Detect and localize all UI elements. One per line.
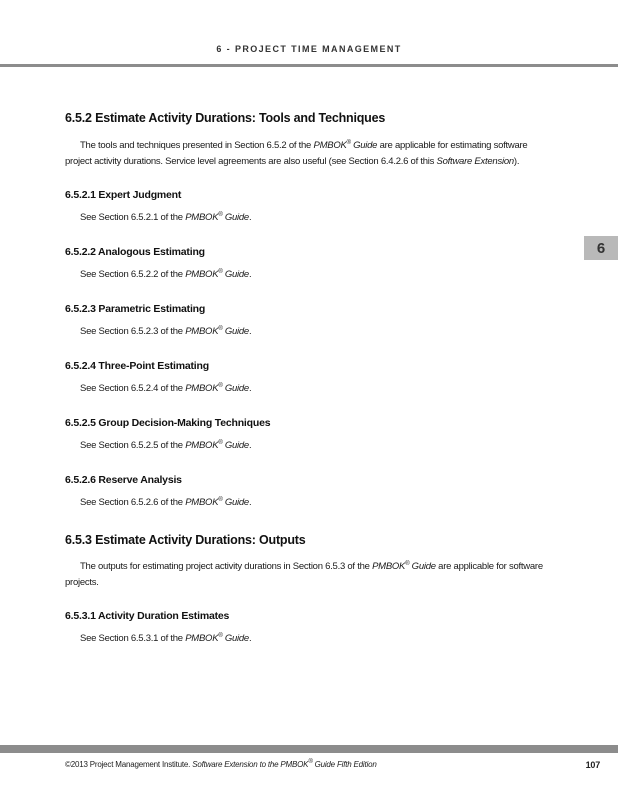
guide-word: Guide bbox=[222, 326, 249, 337]
paragraph-text: are applicable for software projects. bbox=[65, 561, 543, 588]
header-rule bbox=[0, 64, 618, 67]
subsection-reference bbox=[65, 324, 553, 340]
paragraph-text: are applicable for estimating software project activity durations. Service level agreements are also useful (see Section 6.4.2.6 of this bbox=[65, 140, 528, 167]
guide-word: Guide bbox=[222, 383, 249, 394]
reference-text: See Section 6.5.2.4 of the bbox=[80, 383, 186, 394]
registered-mark: ® bbox=[405, 561, 410, 567]
pmbok-word: PMBOK bbox=[185, 269, 219, 280]
guide-word: Guide bbox=[222, 497, 249, 508]
registered-mark: ® bbox=[218, 212, 223, 218]
registered-mark: ® bbox=[218, 497, 223, 503]
page-number: 107 bbox=[585, 760, 600, 770]
reference-text: See Section 6.5.2.3 of the bbox=[80, 326, 186, 337]
page-body bbox=[65, 111, 553, 647]
paragraph-text: The outputs for estimating project activity durations in Section 6.5.3 of the bbox=[80, 561, 373, 572]
reference-text: See Section 6.5.2.5 of the bbox=[80, 440, 186, 451]
subsection-heading-6-5-2-1: 6.5.2.1 Expert Judgment bbox=[65, 189, 182, 201]
registered-mark: ® bbox=[218, 269, 223, 275]
guide-word: Guide bbox=[350, 140, 378, 151]
chapter-tab: 6 bbox=[584, 236, 618, 260]
page-footer bbox=[65, 760, 600, 769]
pmbok-word: PMBOK bbox=[185, 497, 219, 508]
pmbok-word: PMBOK bbox=[372, 561, 406, 572]
paragraph-text: The tools and techniques presented in Section 6.5.2 of the bbox=[80, 140, 314, 151]
subsection-reference bbox=[65, 495, 553, 511]
footer-rule bbox=[0, 745, 618, 753]
section-heading-6-5-2: 6.5.2 Estimate Activity Durations: Tools and Techniques bbox=[65, 111, 386, 125]
subsection-heading-6-5-2-2: 6.5.2.2 Analogous Estimating bbox=[65, 246, 205, 258]
subsection-heading-6-5-3-1: 6.5.3.1 Activity Duration Estimates bbox=[65, 610, 230, 622]
registered-mark: ® bbox=[308, 759, 313, 765]
period: . bbox=[248, 269, 252, 280]
pmbok-word: PMBOK bbox=[185, 326, 219, 337]
pmbok-word: PMBOK bbox=[185, 633, 219, 644]
subsection-reference bbox=[65, 438, 553, 454]
footer-book-title: Software Extension to the PMBOK bbox=[192, 760, 309, 769]
period: . bbox=[248, 383, 252, 394]
period: . bbox=[248, 326, 252, 337]
subsection-heading-6-5-2-4: 6.5.2.4 Three-Point Estimating bbox=[65, 360, 209, 372]
subsection-reference bbox=[65, 267, 553, 283]
period: . bbox=[248, 212, 252, 223]
pmbok-word: PMBOK bbox=[185, 383, 219, 394]
registered-mark: ® bbox=[218, 440, 223, 446]
section-heading-6-5-3: 6.5.3 Estimate Activity Durations: Outputs bbox=[65, 533, 306, 547]
registered-mark: ® bbox=[218, 326, 223, 332]
pmbok-word: PMBOK bbox=[185, 212, 219, 223]
subsection-reference bbox=[65, 631, 553, 647]
subsection-reference bbox=[65, 210, 553, 226]
paragraph-text: ). bbox=[513, 156, 520, 167]
pmbok-word: PMBOK bbox=[185, 440, 219, 451]
registered-mark: ® bbox=[218, 633, 223, 639]
registered-mark: ® bbox=[218, 383, 223, 389]
copyright-text: ©2013 Project Management Institute. bbox=[65, 760, 193, 769]
guide-word: Guide bbox=[409, 561, 436, 572]
section-paragraph-6-5-3 bbox=[65, 559, 553, 591]
reference-text: See Section 6.5.3.1 of the bbox=[80, 633, 186, 644]
subsection-heading-6-5-2-3: 6.5.2.3 Parametric Estimating bbox=[65, 303, 206, 315]
reference-text: See Section 6.5.2.1 of the bbox=[80, 212, 186, 223]
running-head: 6 - PROJECT TIME MANAGEMENT bbox=[216, 44, 402, 54]
period: . bbox=[248, 633, 252, 644]
guide-word: Guide bbox=[222, 633, 249, 644]
reference-text: See Section 6.5.2.2 of the bbox=[80, 269, 186, 280]
registered-mark: ® bbox=[346, 140, 351, 146]
pmbok-word: PMBOK bbox=[313, 140, 347, 151]
footer-book-edition: Guide Fifth Edition bbox=[312, 760, 377, 769]
subsection-reference bbox=[65, 381, 553, 397]
software-extension-title: Software Extension bbox=[436, 156, 514, 167]
reference-text: See Section 6.5.2.6 of the bbox=[80, 497, 186, 508]
period: . bbox=[248, 497, 252, 508]
guide-word: Guide bbox=[222, 440, 249, 451]
subsection-heading-6-5-2-6: 6.5.2.6 Reserve Analysis bbox=[65, 474, 182, 486]
subsection-heading-6-5-2-5: 6.5.2.5 Group Decision-Making Techniques bbox=[65, 417, 271, 429]
period: . bbox=[248, 440, 252, 451]
section-paragraph-6-5-2 bbox=[65, 138, 553, 170]
guide-word: Guide bbox=[222, 269, 249, 280]
guide-word: Guide bbox=[222, 212, 249, 223]
